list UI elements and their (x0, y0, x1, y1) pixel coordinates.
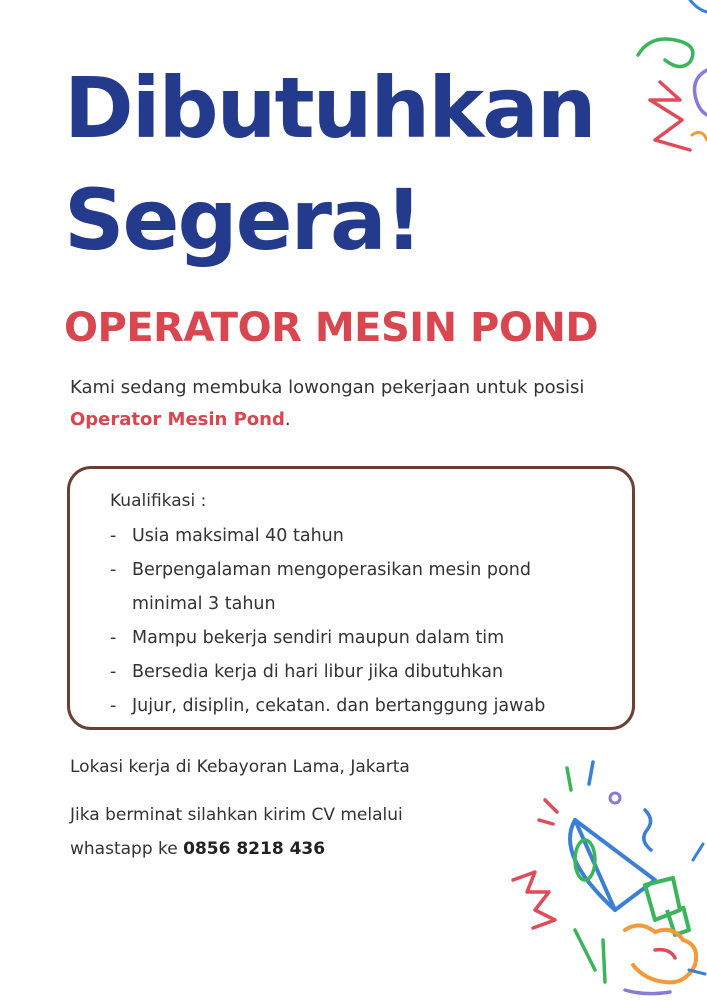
qualifications-list (110, 519, 632, 723)
work-location: Lokasi kerja di Kebayoran Lama, Jakarta (70, 757, 410, 777)
scribble-doodle-icon (620, 0, 707, 180)
intro-text (70, 372, 630, 436)
qualification-item: - Bersedia kerja di hari libur jika dibutuhkan (110, 655, 632, 689)
phone-number: 0856 8218 436 (183, 839, 326, 859)
headline (64, 52, 595, 276)
headline-line-1: Dibutuhkan (64, 59, 595, 157)
intro-text-after: . (284, 409, 291, 430)
contact-info (70, 798, 403, 866)
qualification-item: - Usia maksimal 40 tahun (110, 519, 632, 553)
qualifications-box (67, 466, 635, 730)
qualification-item: - Mampu bekerja sendiri maupun dalam tim (110, 621, 632, 655)
megaphone-icon (505, 760, 707, 1000)
intro-text-before: Kami sedang membuka lowongan pekerjaan untuk posisi (70, 377, 585, 398)
job-title: OPERATOR MESIN POND (64, 305, 599, 351)
qualification-item-continuation: minimal 3 tahun (132, 594, 276, 614)
contact-line-1: Jika berminat silahkan kirim CV melalui (70, 805, 403, 825)
contact-line-2-prefix: whastapp ke (70, 839, 184, 859)
qualification-item: - Berpengalaman mengoperasikan mesin pond (110, 553, 632, 587)
position-highlight: Operator Mesin Pond (70, 409, 285, 430)
headline-line-2: Segera! (64, 171, 421, 269)
qualification-item: - Jujur, disiplin, cekatan. dan bertanggung jawab (110, 689, 632, 723)
qualifications-heading: Kualifikasi : (110, 491, 207, 511)
